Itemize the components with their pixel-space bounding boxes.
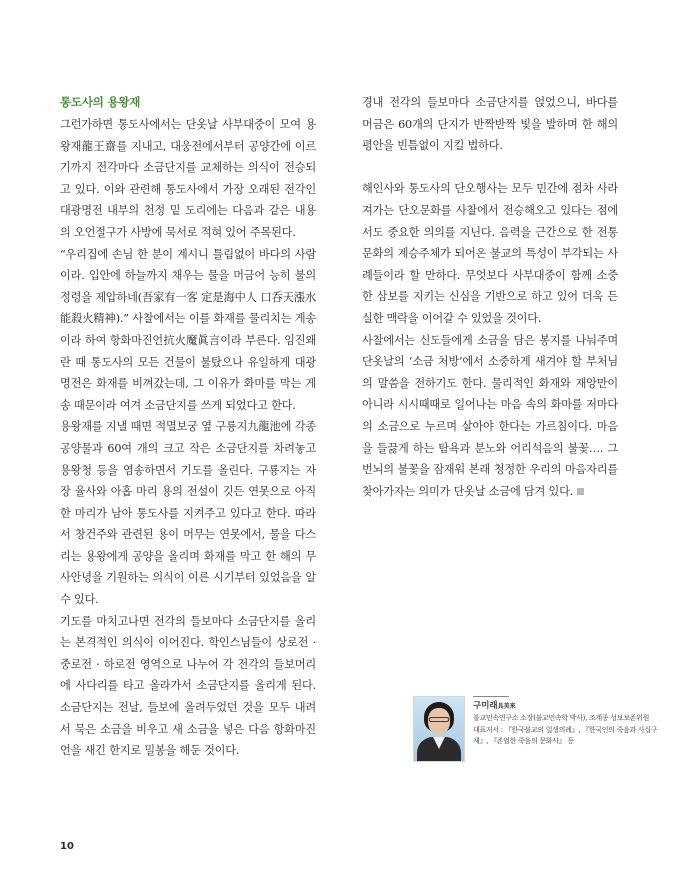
body-paragraph: 기도를 마치고나면 전각의 들보마다 소금단지를 올리는 본격적인 의식이 이어진다. 학인스님들이 상로전 · 중로전 · 하로전 영역으로 나누어 각 전각의 들보머리에 사다리를 타고 올라가서 소금단지를 올리게 된다. 소금단지는 전날, 들보에 올려두었던 것을 모두 내려서 묵은 소금을 비우고 새 소금을 넣은 다음 항화마진언을 새긴 한지로 밀봉을 해둔 것이다. xyxy=(60,614,316,758)
body-paragraph xyxy=(362,330,618,503)
end-mark-icon xyxy=(577,488,584,495)
right-column xyxy=(362,92,618,502)
author-divider xyxy=(473,696,509,697)
body-paragraph: 용왕재를 지낼 때면 적멸보궁 옆 구룡지九龍池에 각종 공양물과 60여 개의 크고 작은 소금단지를 차려놓고 용왕청 등을 염송하면서 기도를 올린다. 구룡지는 자장 율사와 아홉 마리 용의 전설이 깃든 연못으로 아직 한 마리가 남아 통도사를 지켜주고 있다고 한다. 따라서 창건주와 관련된 용이 머무는 연못에서, 물을 다스리는 용왕에게 공양을 올리며 화재를 막고 한 해의 무사안녕을 기원하는 의식이 이른 시기부터 있었음을 알 수 있다. xyxy=(60,420,316,607)
body-paragraph-text: 사찰에서는 신도들에게 소금을 담은 봉지를 나눠주며 단옷날의 ‘소금 처방’에서 소중하게 새겨야 할 부처님의 말씀을 전하기도 한다. 물리적인 화재와 재앙만이 아니라 시시때때로 일어나는 마음 속의 화마를 저마다의 소금으로 누르며 살아야 한다는 가르침이다. 마음을 들끓게 하는 탐욕과 분노와 어리석음의 불꽃…. 그 번뇌의 불꽃을 잠재워 본래 청정한 우리의 마음자리를 찾아가자는 의미가 단옷날 소금에 담겨 있다. xyxy=(362,333,618,498)
author-name-text: 구미래 xyxy=(473,701,498,711)
paragraph-gap xyxy=(362,157,618,179)
author-publications: 대표저서 : 『한국불교의 일생의례』, 『한국인의 죽음과 사십구재』, 『존엄한 죽음의 문화사』 등 xyxy=(473,725,658,745)
page-number: 10 xyxy=(60,841,74,852)
body-paragraph: 해인사와 통도사의 단오행사는 모두 민간에 점차 사라져가는 단오문화를 사찰에서 전승해오고 있다는 점에서도 중요한 의의를 지닌다. 음력을 근간으로 한 전통문화의 계승주체가 되어온 불교의 특성이 부각되는 사례들이라 할 만하다. 무엇보다 사부대중이 함께 소중한 삼보를 지키는 신심을 기반으로 하고 있어 더욱 든실한 맥락을 이어갈 수 있었을 것이다. xyxy=(362,182,618,325)
body-paragraph: 그런가하면 통도사에서는 단옷날 사부대중이 모여 용왕재龍王齋를 지내고, 대웅전에서부터 공양간에 이르기까지 전각마다 소금단지를 교체하는 의식이 전승되고 있다. 이와 관련해 통도사에서 가장 오래된 전각인 대광명전 내부의 천정 밑 도리에는 다음과 같은 내용의 오언절구가 사방에 묵서로 적혀 있어 주목된다. xyxy=(60,118,316,239)
author-name-hanja: 具美來 xyxy=(497,703,516,710)
body-paragraph: 경내 전각의 들보마다 소금단지를 얹었으니, 바다를 머금은 60개의 단지가 반짝반짝 빛을 발하며 한 해의 평안을 빈틈없이 지킬 법하다. xyxy=(362,96,618,153)
author-affiliation: 불교민속연구소 소장(불교민속학 박사), 조계종 성보보존위원 xyxy=(473,714,650,722)
author-info xyxy=(473,696,663,748)
author-photo xyxy=(413,696,465,762)
body-paragraph: “우리집에 손님 한 분이 계시니 틀림없이 바다의 사람이라. 입안에 하늘까지 채우는 물을 머금어 능히 불의 정령을 제압하네(吾家有一客 定是海中人 口呑天漲水 能殺火精神).” 사찰에서는 이를 화재를 물리치는 게송이라 하여 항화마진언抗火魔眞言이라 부른다. 임진왜란 때 통도사의 모든 건물이 불탔으나 유일하게 대광명전은 화재를 비껴갔는데, 그 이유가 화마를 막는 게송 때문이라 여겨 소금단지를 쓰게 되었다고 한다. xyxy=(60,247,316,412)
section-title: 통도사의 용왕재 xyxy=(60,95,141,109)
left-column xyxy=(60,92,316,762)
author-name xyxy=(473,700,663,713)
